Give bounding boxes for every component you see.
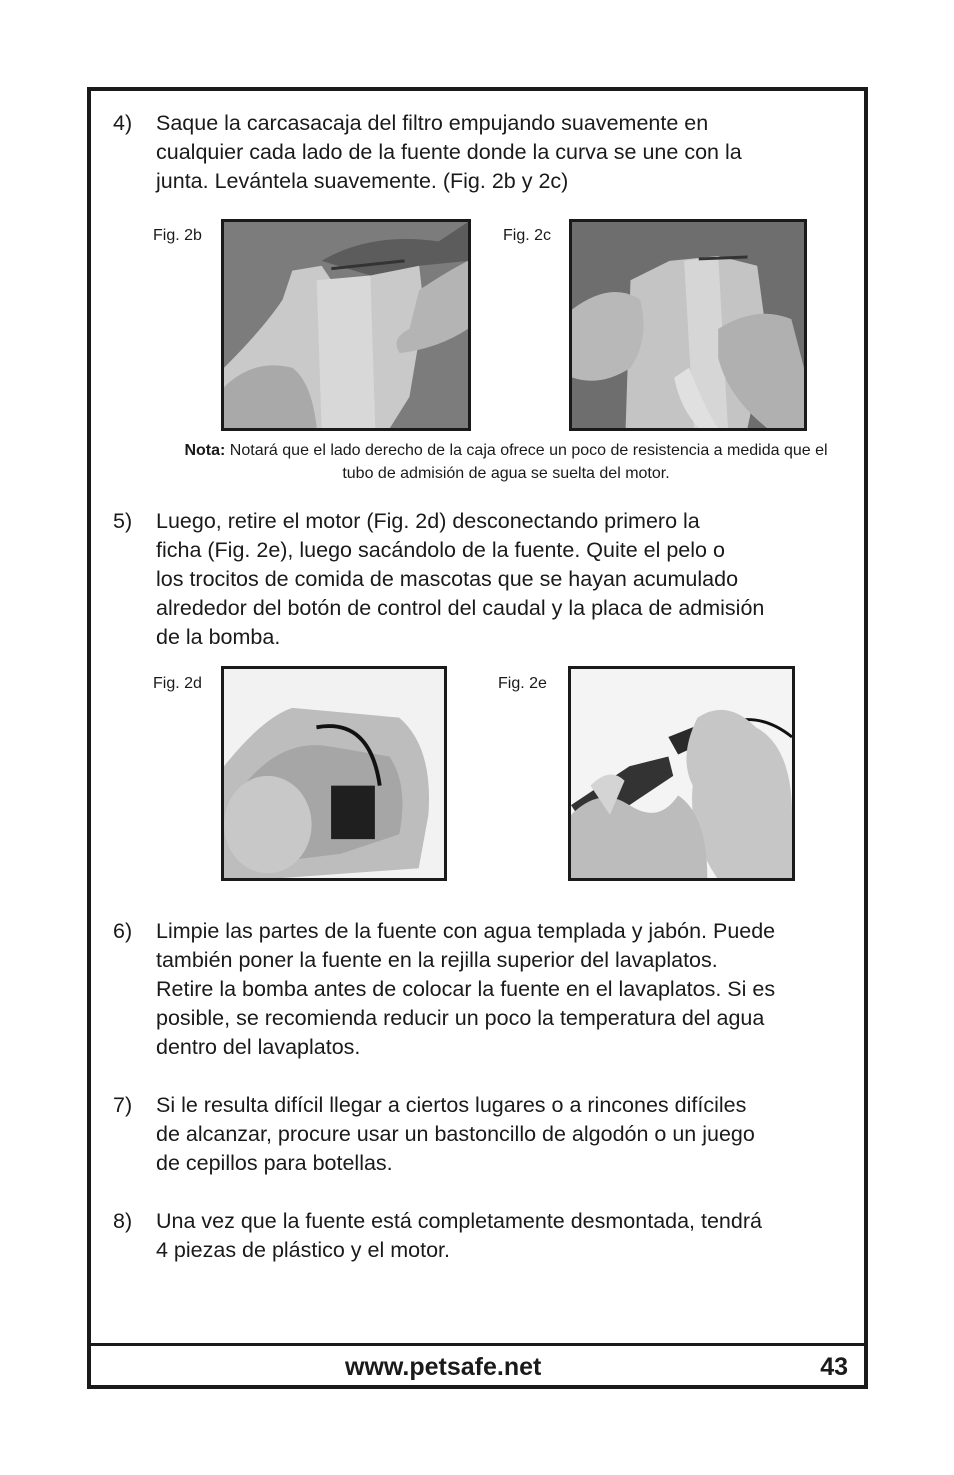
step-text: Luego, retire el motor (Fig. 2d) desconectando primero la ficha (Fig. 2e), luego sacándolo de la fuente. Quite el pelo o los trocitos de comida de mascotas que se hayan acumulado alrededor del botón de control del caudal y la placa de admisión de la bomba. [156,509,765,649]
step-text: Una vez que la fuente está completamente desmontada, tendrá 4 piezas de plástico y el motor. [156,1209,762,1262]
step-number: 5) [113,509,133,533]
fig-2b-label: Fig. 2b [153,227,202,244]
step-6 [113,917,853,1067]
footer-divider [91,1343,864,1346]
note-label: Nota: [184,442,226,459]
fig-2e-photo [568,666,795,881]
note-text: Notará que el lado derecho de la caja ofrece un poco de resistencia a medida que el tubo de admisión de agua se suelta del motor. [225,442,828,482]
page-frame [87,87,868,1389]
step-text: Saque la carcasacaja del filtro empujando suavemente en cualquier cada lado de la fuente donde la curva se une con la junta. Levántela suavemente. (Fig. 2b y 2c) [156,111,742,193]
page-number: 43 [820,1353,848,1381]
step-4 [113,109,853,199]
step-number: 8) [113,1209,133,1233]
step-5 [113,507,853,657]
step-number: 4) [113,111,133,135]
footer-url: www.petsafe.net [345,1353,542,1381]
fig-2c-photo [569,219,807,431]
fig-2e-label: Fig. 2e [498,675,547,692]
fig-2c-label: Fig. 2c [503,227,552,244]
fig-2d-label: Fig. 2d [153,675,202,692]
step-text: Limpie las partes de la fuente con agua templada y jabón. Puede también poner la fuente en la rejilla superior del lavaplatos. Retire la bomba antes de colocar la fuente en el lavaplatos. Si es posible, se recomienda reducir un poco la temperatura del agua dentro del lavaplatos. [156,919,776,1059]
step-8 [113,1207,853,1267]
note [181,439,831,485]
fig-2d-photo [221,666,447,881]
fig-2b-photo [221,219,471,431]
step-7 [113,1091,853,1181]
step-number: 7) [113,1093,133,1117]
step-number: 6) [113,919,133,943]
step-text: Si le resulta difícil llegar a ciertos lugares o a rincones difíciles de alcanzar, procure usar un bastoncillo de algodón o un juego de cepillos para botellas. [156,1093,755,1175]
